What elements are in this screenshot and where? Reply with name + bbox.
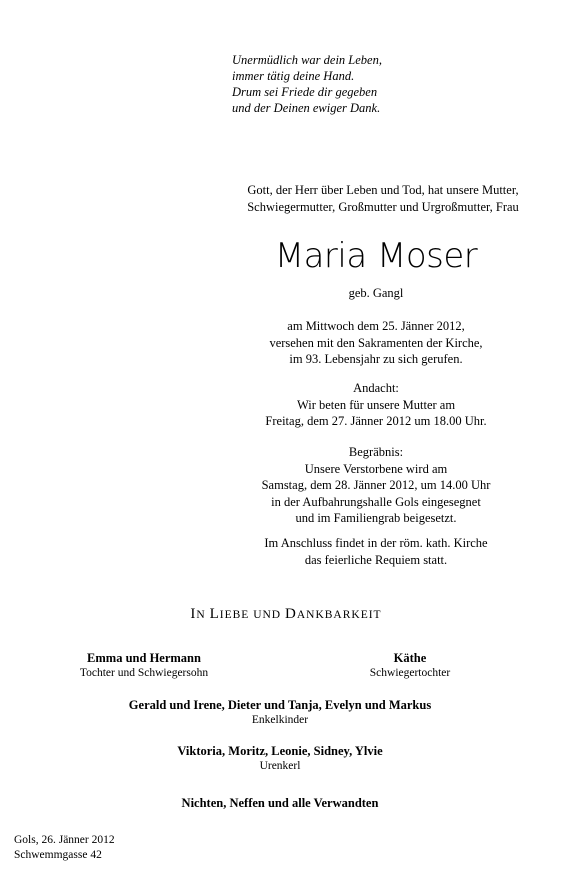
begraebnis-line: Unsere Verstorbene wird am bbox=[304, 461, 448, 476]
poem bbox=[232, 52, 382, 116]
family-entry bbox=[60, 795, 500, 811]
heading-initial: D bbox=[284, 606, 297, 622]
family-entry bbox=[60, 650, 228, 680]
family-relation: Enkelkinder bbox=[251, 714, 309, 726]
begraebnis-block bbox=[226, 444, 526, 527]
footer-address: Schwemmgasse 42 bbox=[14, 849, 102, 861]
begraebnis-line: Begräbnis: bbox=[348, 445, 404, 459]
begraebnis-line: und im Familiengrab beigesetzt. bbox=[295, 511, 457, 525]
family-names: Viktoria, Moritz, Leonie, Sidney, Ylvie bbox=[177, 744, 383, 758]
poem-line: immer tätig deine Hand. bbox=[232, 69, 355, 83]
andacht-line: Wir beten für unsere Mutter am bbox=[296, 397, 456, 412]
poem-line: Drum sei Friede dir gegeben bbox=[232, 85, 378, 99]
family-names: Käthe bbox=[393, 651, 427, 665]
family-entry bbox=[60, 743, 500, 773]
family-relation: Tochter und Schwiegersohn bbox=[79, 667, 209, 679]
dankbarkeit-heading bbox=[0, 606, 572, 623]
death-line: am Mittwoch dem 25. Jänner 2012, bbox=[287, 319, 465, 333]
family-entry bbox=[340, 650, 480, 680]
family-relation: Urenkerl bbox=[259, 760, 301, 772]
family-names: Emma und Hermann bbox=[87, 651, 201, 665]
intro-text bbox=[218, 182, 548, 216]
heading-word: IEBE UND bbox=[219, 609, 285, 621]
requiem-line: Im Anschluss findet in der röm. kath. Kirche bbox=[264, 536, 488, 550]
family-entry bbox=[60, 697, 500, 727]
andacht-line: Andacht: bbox=[353, 381, 399, 395]
andacht-line: Freitag, dem 27. Jänner 2012 um 18.00 Uhr. bbox=[265, 414, 487, 428]
family-names: Nichten, Neffen und alle Verwandten bbox=[181, 796, 379, 810]
family-relation: Schwiegertochter bbox=[369, 667, 451, 679]
heading-initial: I bbox=[190, 606, 197, 622]
death-line: versehen mit den Sakramenten der Kirche, bbox=[269, 335, 483, 350]
heading-word: N bbox=[196, 609, 210, 621]
poem-line: Unermüdlich war dein Leben, bbox=[232, 53, 382, 67]
heading-initial: L bbox=[209, 606, 220, 622]
intro-line: Schwiegermutter, Großmutter und Urgroßmutter, Frau bbox=[247, 200, 519, 214]
begraebnis-line: Samstag, dem 28. Jänner 2012, um 14.00 Uhr bbox=[261, 478, 491, 492]
footer-place-date bbox=[14, 833, 115, 863]
death-notice bbox=[226, 318, 526, 368]
heading-word: ANKBARKEIT bbox=[296, 609, 382, 621]
family-names: Gerald und Irene, Dieter und Tanja, Evelyn und Markus bbox=[128, 698, 432, 712]
deceased-name: Maria Moser bbox=[274, 236, 478, 276]
requiem-block bbox=[226, 535, 526, 568]
death-line: im 93. Lebensjahr zu sich gerufen. bbox=[289, 352, 463, 366]
poem-line: und der Deinen ewiger Dank. bbox=[232, 101, 381, 115]
intro-line: Gott, der Herr über Leben und Tod, hat unsere Mutter, bbox=[247, 183, 519, 197]
begraebnis-line: in der Aufbahrungshalle Gols eingesegnet bbox=[271, 494, 481, 509]
andacht-block bbox=[226, 380, 526, 430]
maiden-name: geb. Gangl bbox=[348, 286, 404, 300]
requiem-line: das feierliche Requiem statt. bbox=[304, 552, 448, 567]
footer-date: Gols, 26. Jänner 2012 bbox=[14, 834, 115, 846]
